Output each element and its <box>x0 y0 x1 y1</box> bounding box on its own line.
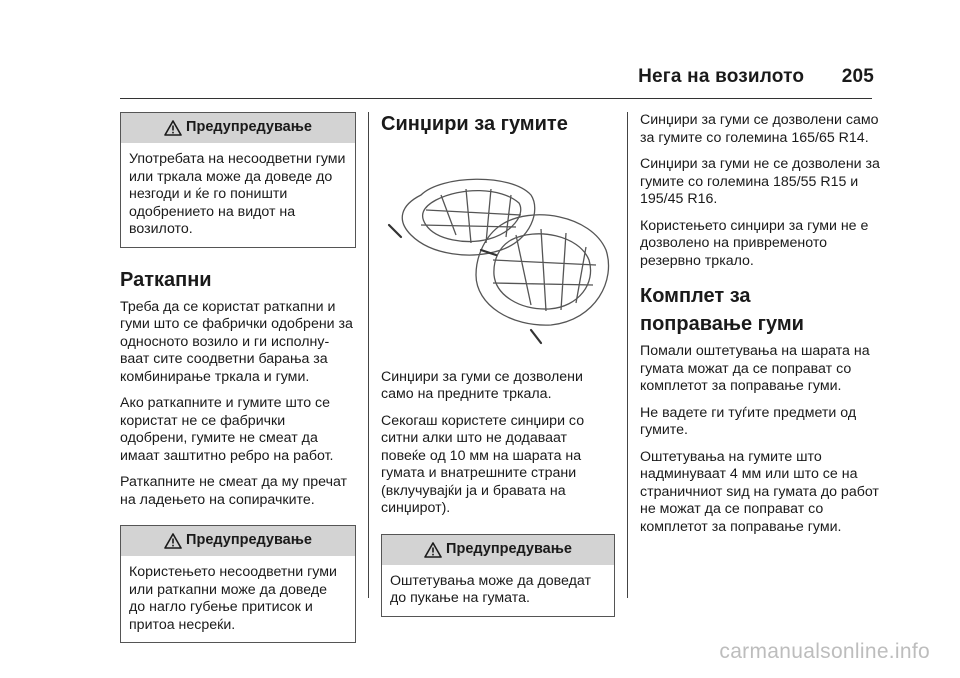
heading-repair-kit-line2: поправање гуми <box>640 313 804 335</box>
column-1 <box>120 112 356 657</box>
warning-body <box>382 565 614 616</box>
warning-box-rims <box>120 525 356 643</box>
paragraph: Раткапните не смеат да му пречат на ладењето на сопирачките. <box>120 474 348 508</box>
paragraph: Не вадете ги туѓите предмети од гумите. <box>640 404 857 438</box>
paragraph: Оштетувања на гумите што надминуваат 4 мм или што се на страничниот sид на гумата до работ не можат да се поправат со комплетот за поправање гуми. <box>640 448 879 535</box>
warning-header <box>121 113 355 143</box>
warning-title: Предупредување <box>186 532 312 549</box>
warning-title: Предупредување <box>186 119 312 136</box>
paragraph: Треба да се користат раткапни и гуми што се фабрички одобрени за односното возило и ги исполну-ваат сите соодветни барања за комбинирање тркала и гуми. <box>120 298 353 385</box>
page-header <box>114 66 874 88</box>
header-rule <box>120 98 872 99</box>
paragraph: Секогаш користете синџири со ситни алки што не додаваат повеќе од 10 мм на шарата на гумата и внатрешните страни (вклучувајќи ја и бравата на синџирот). <box>381 412 585 516</box>
tire-chains-illustration <box>381 155 615 355</box>
column-2 <box>381 112 615 631</box>
warning-box-chains <box>381 534 615 617</box>
heading-repair-kit-line1: Комплет за <box>640 285 751 307</box>
paragraph: Синџири за гуми се дозволени само за гумите со големина 165/65 R14. <box>640 112 879 146</box>
heading-chains: Синџири за гумите <box>381 113 568 135</box>
warning-body <box>121 556 355 642</box>
paragraph: Синџири за гуми не се дозволени за гумите со големина 185/55 R15 и 195/45 R16. <box>640 156 880 207</box>
paragraph: Користењето синџири за гуми не е дозволено на привременото резервно тркало. <box>640 217 869 269</box>
warning-header <box>382 535 614 565</box>
warning-text: Оштетувања може да доведат до пукање на гумата. <box>390 572 591 606</box>
heading-rims: Раткапни <box>120 268 212 291</box>
warning-triangle-icon <box>424 542 442 558</box>
warning-text: Користењето несоодветни гуми или раткапни може да доведе до нагло губење притисок и притоа несреќи. <box>129 564 337 633</box>
warning-header <box>121 526 355 556</box>
paragraph: Синџири за гуми се дозволени само на предните тркала. <box>381 368 583 402</box>
watermark: carmanualsonline.info <box>719 640 930 663</box>
warning-triangle-icon <box>164 533 182 549</box>
warning-title: Предупредување <box>446 540 572 557</box>
column-3 <box>640 112 880 545</box>
paragraph: Ако раткапните и гумите што се користат не се фабрички одобрени, гумите не смеат да имаат заштитно ребро на работ. <box>120 395 334 464</box>
column-divider-1 <box>368 112 369 598</box>
page-number: 205 <box>841 66 874 87</box>
column-divider-2 <box>627 112 628 598</box>
warning-body <box>121 143 355 247</box>
warning-triangle-icon <box>164 120 182 136</box>
warning-text: Употребата на несоодветни гуми или тркала може да доведе до незгоди и ќе го поништи одобрението на видот на возилото. <box>129 151 346 237</box>
section-title: Нега на возилото <box>638 66 805 87</box>
warning-box-wheels <box>120 112 356 248</box>
paragraph: Помали оштетувања на шарата на гумата можат да се поправат со комплетот за поправање гуми. <box>640 343 870 394</box>
